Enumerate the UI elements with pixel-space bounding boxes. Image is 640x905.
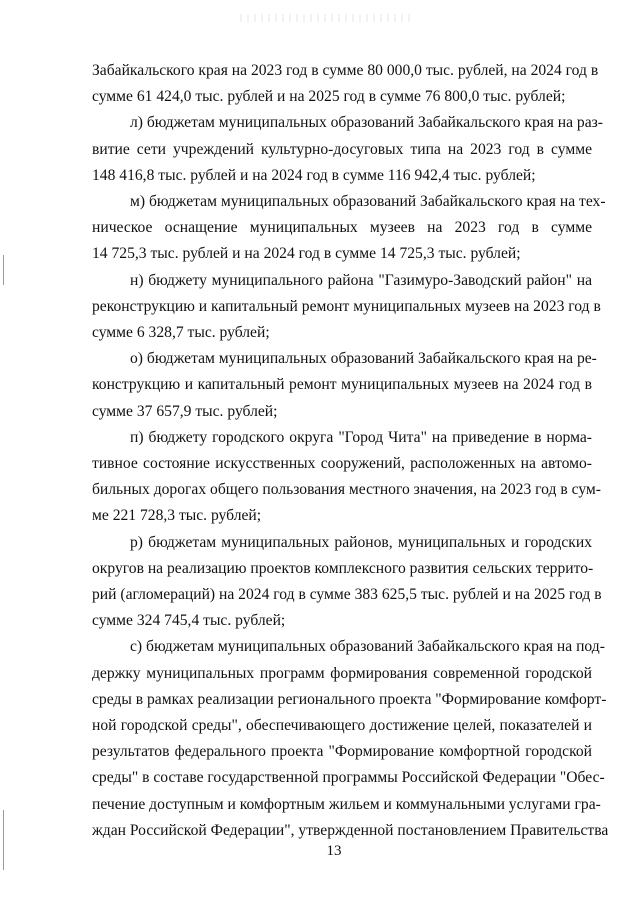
text-line: среды в рамках реализации регионального проекта "Формирование комфорт- bbox=[92, 690, 607, 708]
text-line: сумме 37 657,9 тыс. рублей; bbox=[92, 402, 278, 420]
text-line: конструкцию и капитальный ремонт муниципальных музеев на 2024 год в bbox=[92, 376, 592, 394]
text-line: среды" в составе государственной программы Российской Федерации "Обес- bbox=[92, 769, 605, 787]
text-line: м) бюджетам муниципальных образований Забайкальского края на тех- bbox=[130, 193, 606, 211]
text-line: л) бюджетам муниципальных образований Забайкальского края на раз- bbox=[130, 114, 603, 132]
text-line: п) бюджету городского округа "Город Чита" на приведение в норма- bbox=[130, 428, 592, 446]
text-line: 14 725,3 тыс. рублей и на 2024 год в сумме 14 725,3 тыс. рублей; bbox=[92, 245, 521, 263]
text-line: ной городской среды", обеспечивающего достижение целей, показателей и bbox=[92, 717, 592, 735]
text-line: ническое оснащение муниципальных музеев на 2023 год в сумме bbox=[92, 219, 592, 237]
text-line: результатов федерального проекта "Формирование комфортной городской bbox=[92, 743, 592, 761]
text-line: сумме 61 424,0 тыс. рублей и на 2025 год в сумме 76 800,0 тыс. рублей; bbox=[92, 88, 566, 106]
text-line: округов на реализацию проектов комплексного развития сельских террито- bbox=[92, 559, 594, 577]
scan-artifact bbox=[240, 14, 410, 22]
text-line: о) бюджетам муниципальных образований Забайкальского края на ре- bbox=[130, 350, 597, 368]
text-line: витие сети учреждений культурно-досуговых типа на 2023 год в сумме bbox=[92, 140, 592, 158]
text-line: 148 416,8 тыс. рублей и на 2024 год в сумме 116 942,4 тыс. рублей; bbox=[92, 166, 536, 184]
text-line: реконструкцию и капитальный ремонт муниципальных музеев на 2023 год в bbox=[92, 297, 601, 315]
text-line: рий (агломераций) на 2024 год в сумме 383 625,5 тыс. рублей и на 2025 год в bbox=[92, 586, 602, 604]
binding-edge-mark bbox=[3, 810, 4, 870]
page-number: 13 bbox=[326, 843, 342, 859]
text-line: печение доступным и комфортным жильем и коммунальными услугами гра- bbox=[92, 795, 601, 813]
binding-edge-mark bbox=[3, 255, 4, 285]
text-line: бильных дорогах общего пользования местного значения, на 2023 год в сум- bbox=[92, 481, 601, 499]
text-line: н) бюджету муниципального района "Газимуро-Заводский район" на bbox=[130, 271, 592, 289]
text-line: сумме 6 328,7 тыс. рублей; bbox=[92, 324, 270, 342]
text-line: сумме 324 745,4 тыс. рублей; bbox=[92, 612, 286, 630]
text-line: держку муниципальных программ формирования современной городской bbox=[92, 664, 592, 682]
document-body bbox=[92, 58, 609, 844]
text-line: Забайкальского края на 2023 год в сумме 80 000,0 тыс. рублей, на 2024 год в bbox=[92, 62, 599, 79]
text-line: ждан Российской Федерации", утвержденной постановлением Правительства bbox=[92, 821, 609, 839]
text-line: с) бюджетам муниципальных образований Забайкальского края на под- bbox=[130, 638, 605, 656]
text-line: ме 221 728,3 тыс. рублей; bbox=[92, 507, 262, 525]
text-line: тивное состояние искусственных сооружений, расположенных на автомо- bbox=[92, 455, 592, 473]
text-line: р) бюджетам муниципальных районов, муниципальных и городских bbox=[130, 533, 592, 551]
